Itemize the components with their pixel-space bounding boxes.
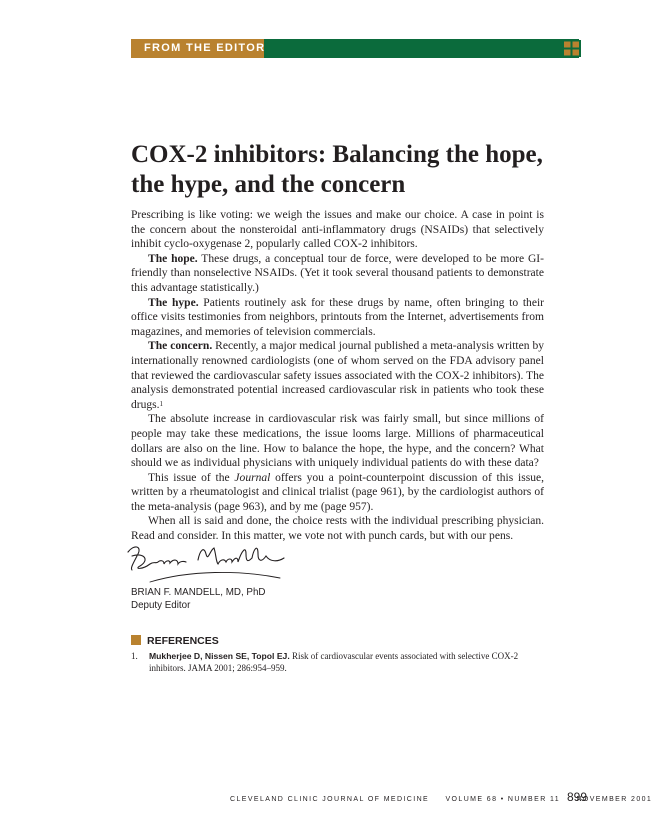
paragraph-3-text: Patients routinely ask for these drugs by name, often bringing to their office visits testimonies from neighbors, printouts from the Internet, advertisements from magazines, and memories of television commercials. bbox=[131, 296, 544, 338]
title-line-1: COX-2 inhibitors: Balancing the hope, bbox=[131, 141, 543, 168]
paragraph-1: Prescribing is like voting: we weigh the issues and make our choice. A case in point is the concern about the nonsteroidal anti-inflammatory drugs (NSAIDs) that selectively inhibit cyclo-oxygenase 2, popularly called COX-2 inhibitors. bbox=[131, 209, 544, 251]
author-role: Deputy Editor bbox=[131, 600, 191, 611]
signature-image bbox=[120, 540, 290, 590]
lead-hype: The hype. bbox=[148, 296, 199, 309]
reference-item bbox=[131, 651, 546, 674]
lead-hope: The hope. bbox=[148, 252, 198, 265]
paragraph-6-text-a: This issue of the bbox=[148, 471, 235, 484]
paragraph-2 bbox=[131, 252, 544, 296]
title-line-2: the hype, and the concern bbox=[131, 171, 406, 198]
section-banner bbox=[131, 39, 579, 58]
article-title bbox=[131, 140, 571, 200]
footer-volume: VOLUME 68 • NUMBER 11 bbox=[445, 796, 561, 803]
lead-concern: The concern. bbox=[148, 340, 213, 353]
paragraph-6 bbox=[131, 471, 544, 515]
author-name: BRIAN F. MANDELL, MD, PhD bbox=[131, 587, 266, 598]
paragraph-4 bbox=[131, 339, 544, 412]
footer-date: NOVEMBER 2001 bbox=[576, 796, 653, 803]
paragraph-5: The absolute increase in cardiovascular risk was fairly small, but since millions of people may take these medications, the issue looms large. Millions of pharmaceutical dollars are also on the line. How to balance the hope, the hype, and the concern? What should we as individual physicians with uniquely individual patients do with these data? bbox=[131, 413, 544, 470]
square-bullet-icon bbox=[131, 635, 141, 645]
paragraph-6-text-b: offers you a point-counterpoint discussion of this issue, written by a rheumatologist and clinical trialist (page 961), by the cardiologist authors of the meta-analysis (page 963), and by me (page 957). bbox=[131, 471, 544, 513]
reference-authors: Mukherjee D, Nissen SE, Topol EJ. bbox=[149, 651, 290, 661]
journal-italic: Journal bbox=[234, 471, 271, 484]
paragraph-4-text: Recently, a major medical journal published a meta-analysis written by internationally renowned cardiologists (one of whom served on the FDA advisory panel that reviewed the cardiovascular safety issues associated with the COX-2 inhibitors). The analysis demonstrated potential increased cardiovascular risk in patients who took these drugs. bbox=[131, 340, 545, 411]
page-footer bbox=[230, 796, 665, 803]
paragraph-3 bbox=[131, 296, 544, 340]
paragraph-7: When all is said and done, the choice rests with the individual prescribing physician. Read and consider. In this matter, we vote not with punch cards, but with our pens. bbox=[131, 515, 544, 543]
reference-text: Risk of cardiovascular events associated with selective COX-2 inhibitors. JAMA 2001; 286:954–959. bbox=[149, 651, 519, 673]
cross-logo-icon bbox=[562, 40, 581, 57]
paragraph-2-text: These drugs, a conceptual tour de force, were developed to be more GI-friendly than nonselective NSAIDs. (Yet it took several thousand patients to demonstrate this advantage statistically.) bbox=[131, 252, 544, 294]
reference-body bbox=[149, 651, 546, 674]
references-heading bbox=[131, 634, 219, 648]
reference-marker: 1 bbox=[159, 399, 164, 408]
reference-number: 1. bbox=[131, 651, 138, 661]
author-block bbox=[131, 586, 265, 612]
article-body bbox=[131, 208, 544, 544]
references-heading-text: REFERENCES bbox=[147, 635, 219, 647]
section-label: FROM THE EDITOR bbox=[131, 39, 264, 58]
footer-journal: CLEVELAND CLINIC JOURNAL OF MEDICINE bbox=[230, 796, 430, 803]
page-number: 899 bbox=[567, 790, 588, 804]
